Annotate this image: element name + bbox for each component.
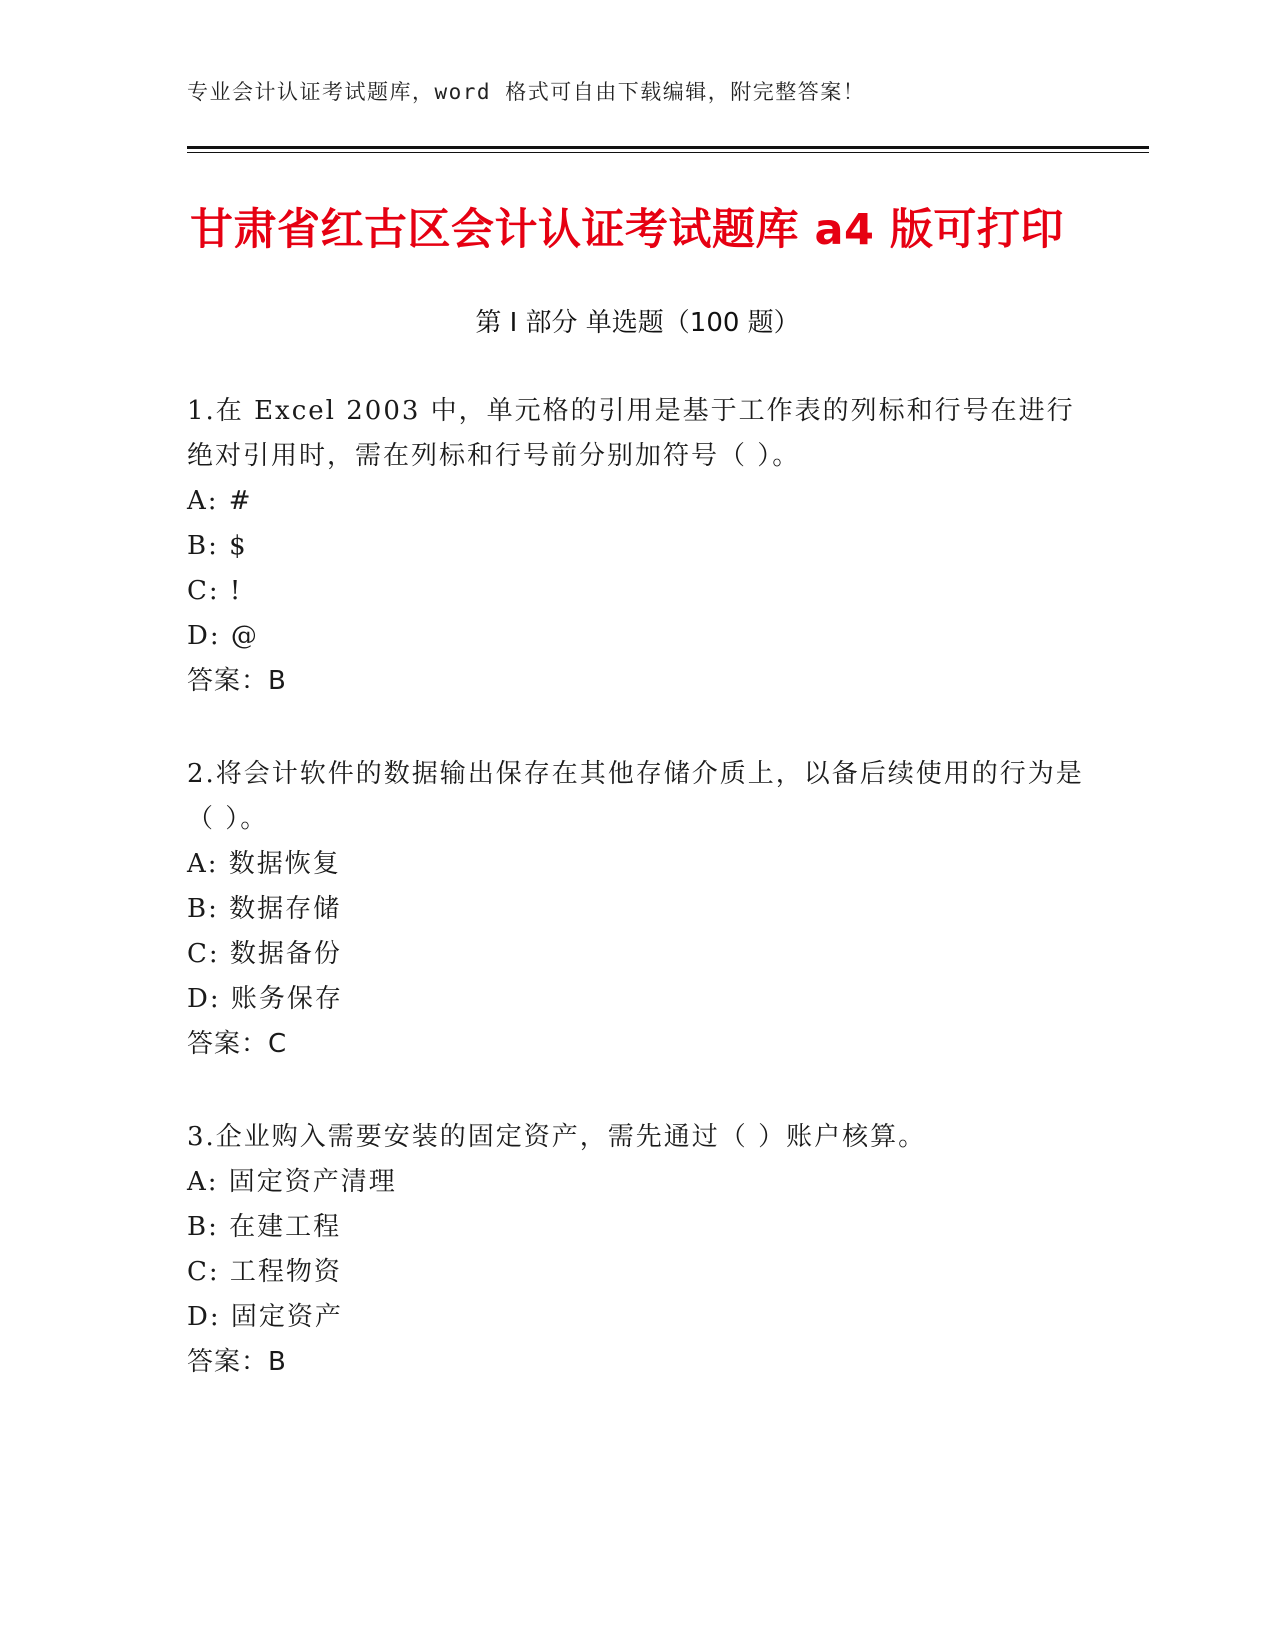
answer-line: 答案：C xyxy=(187,1029,288,1059)
option-a: A: # xyxy=(187,486,253,516)
question-stem: 1.在 Excel 2003 中，单元格的引用是基于工作表的列标和行号在进行绝对引用时，需在列标和行号前分别加符号（ ）。 xyxy=(187,396,1075,471)
section-title: 第 I 部分 单选题（100 题） xyxy=(475,308,800,338)
header-note: 专业会计认证考试题库，word 格式可自由下载编辑，附完整答案！ xyxy=(187,80,866,104)
question-stem: 2.将会计软件的数据输出保存在其他存储介质上，以备后续使用的行为是（ ）。 xyxy=(187,759,1084,834)
option-a: A: 数据恢复 xyxy=(187,849,341,879)
option-c: C: ! xyxy=(187,576,243,606)
option-a: A: 固定资产清理 xyxy=(187,1167,397,1197)
option-d: D: @ xyxy=(187,621,259,651)
option-c: C: 数据备份 xyxy=(187,939,342,969)
answer-line: 答案：B xyxy=(187,1347,287,1377)
option-d: D: 固定资产 xyxy=(187,1302,343,1332)
option-b: B: 在建工程 xyxy=(187,1212,342,1242)
option-c: C: 工程物资 xyxy=(187,1257,342,1287)
option-b: B: 数据存储 xyxy=(187,894,342,924)
header-rule-thick xyxy=(187,146,1149,149)
header-rule-thin xyxy=(187,152,1149,153)
question-block xyxy=(187,389,1087,704)
question-stem: 3.企业购入需要安装的固定资产，需先通过（ ）账户核算。 xyxy=(187,1122,927,1152)
answer-line: 答案：B xyxy=(187,666,287,696)
option-b: B: $ xyxy=(187,531,248,561)
option-d: D: 账务保存 xyxy=(187,984,343,1014)
question-block xyxy=(187,1115,1087,1385)
document-title: 甘肃省红古区会计认证考试题库 a4 版可打印 xyxy=(190,205,1064,255)
question-block xyxy=(187,752,1087,1067)
